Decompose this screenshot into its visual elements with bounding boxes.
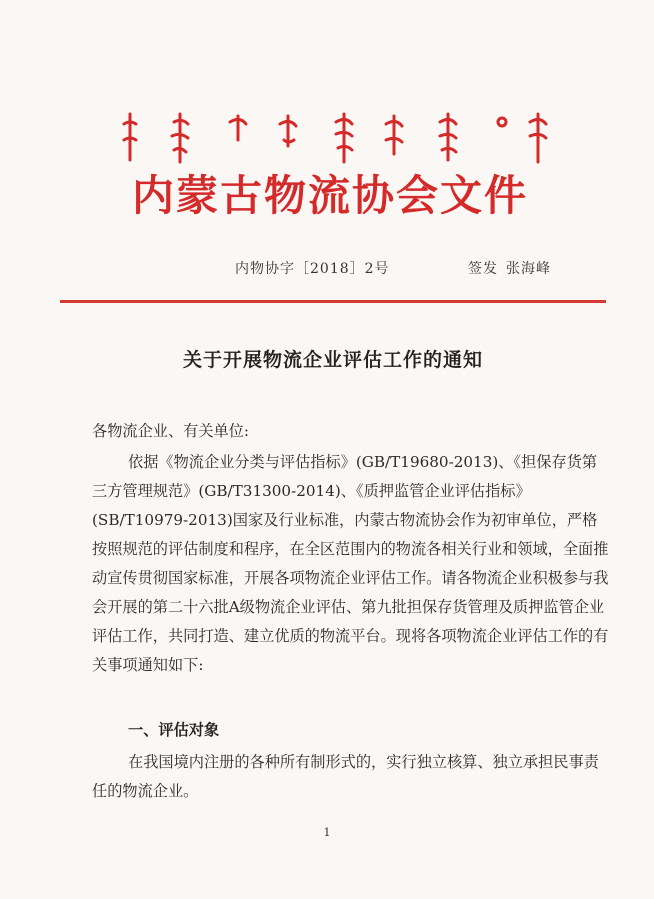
mongolian-script-logo — [118, 110, 548, 170]
signer-label: 签发 — [468, 261, 498, 277]
signer-block — [468, 258, 551, 278]
paragraph-1: 依据《物流企业分类与评估指标》(GB/T19680-2013)、《担保存货第三方管理规范》(GB/T31300-2014)、《质押监管企业评估指标》(SB/T10979-2013)国家及行业标准，内蒙古物流协会作为初审单位，严格按照规范的评估制度和程序，在全区范围内的物流各相关行业和领域，全面推动宣传贯彻国家标准，开展各项物流企业评估工作。请各物流企业积极参与我会开展的第二十六批A级物流企业评估、第九批担保存货管理及质押监管企业评估工作，共同打造、建立优质的物流平台。现将各项物流企业评估工作的有关事项通知如下: — [92, 453, 609, 674]
letterhead-title: 内蒙古物流协会文件 — [131, 171, 528, 220]
document-number: 内物协字［2018］2号 — [235, 261, 390, 277]
signer-name: 张海峰 — [506, 261, 551, 277]
page-number: 1 — [323, 826, 331, 839]
salutation: 各物流企业、有关单位: — [92, 422, 249, 440]
section-heading-1: 一、评估对象 — [128, 721, 220, 739]
paragraph-2: 在我国境内注册的各种所有制形式的，实行独立核算、独立承担民事责任的物流企业。 — [92, 753, 599, 800]
red-divider — [60, 300, 606, 303]
notice-title: 关于开展物流企业评估工作的通知 — [182, 349, 483, 371]
